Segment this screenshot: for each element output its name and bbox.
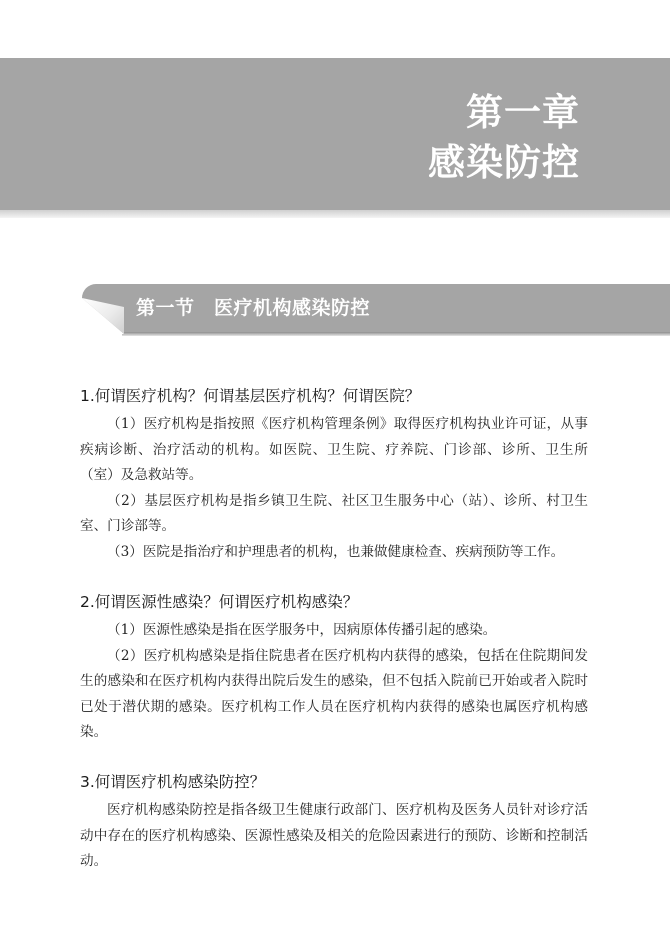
chapter-band-shadow bbox=[0, 210, 670, 218]
question-heading-3: 3.何谓医疗机构感染防控？ bbox=[80, 773, 266, 791]
chapter-title bbox=[428, 88, 580, 188]
question-heading-1: 1.何谓医疗机构？何谓基层医疗机构？何谓医院？ bbox=[80, 387, 421, 405]
answer-block-3 bbox=[80, 798, 588, 875]
chapter-number: 第一章 bbox=[466, 91, 580, 134]
answer-paragraph: （3）医院是指治疗和护理患者的机构，也兼做健康检查、疾病预防等工作。 bbox=[107, 543, 565, 560]
answer-paragraph: （1）医疗机构是指按照《医疗机构管理条例》取得医疗机构执业许可证，从事疾病诊断、治疗活动的机构。如医院、卫生院、疗养院、门诊部、诊所、卫生所（室）及急救站等。 bbox=[80, 416, 588, 483]
chapter-name: 感染防控 bbox=[428, 141, 580, 184]
answer-block-2 bbox=[80, 618, 588, 746]
question-heading-2: 2.何谓医源性感染？何谓医疗机构感染？ bbox=[80, 593, 359, 611]
section-title: 第一节 医疗机构感染防控 bbox=[136, 297, 371, 319]
answer-paragraph: （1）医源性感染是指在医学服务中，因病原体传播引起的感染。 bbox=[107, 622, 497, 638]
section-banner bbox=[82, 284, 670, 336]
answer-paragraph: 医疗机构感染防控是指各级卫生健康行政部门、医疗机构及医务人员针对诊疗活动中存在的医疗机构感染、医源性感染及相关的危险因素进行的预防、诊断和控制活动。 bbox=[80, 802, 588, 869]
answer-paragraph: （2）医疗机构感染是指住院患者在医疗机构内获得的感染，包括在住院期间发生的感染和在医疗机构内获得出院后发生的感染，但不包括入院前已开始或者入院时已处于潜伏期的感染。医疗机构工作人员在医疗机构内获得的感染也属医疗机构感染。 bbox=[80, 647, 588, 740]
chapter-header-band bbox=[0, 58, 670, 210]
section-banner-shadow bbox=[122, 332, 670, 336]
answer-paragraph: （2）基层医疗机构是指乡镇卫生院、社区卫生服务中心（站）、诊所、村卫生室、门诊部等。 bbox=[80, 492, 588, 534]
answer-block-1 bbox=[80, 412, 588, 565]
